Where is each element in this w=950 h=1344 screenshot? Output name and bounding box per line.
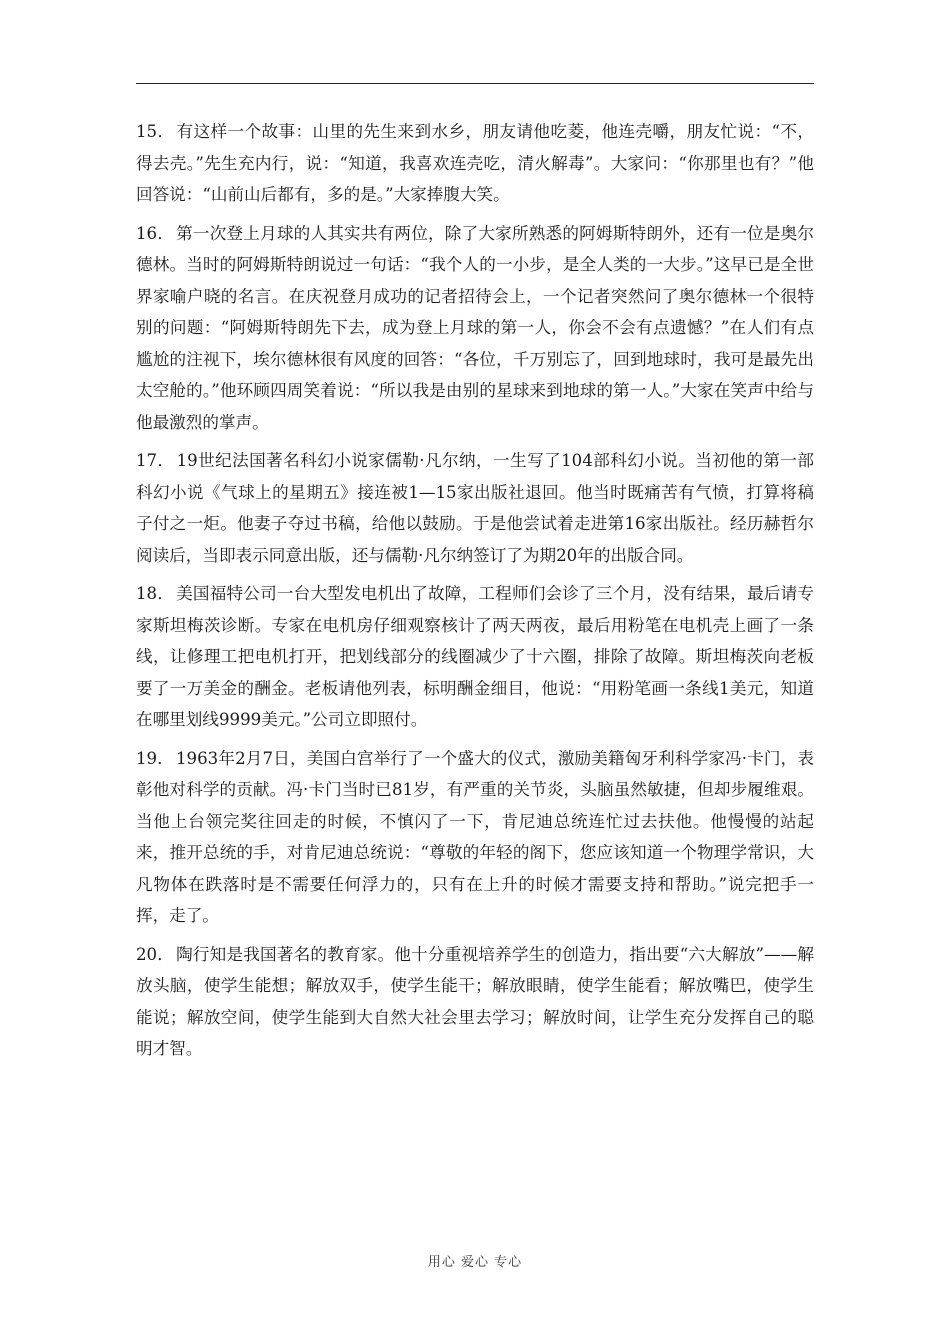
paragraph-text: 第一次登上月球的人其实共有两位，除了大家所熟悉的阿姆斯特朗外，还有一位是奥尔德林。当时的阿姆斯特朗说过一句话：“我个人的一小步，是全人类的一大步。”这早已是全世界家喻户晓的名言。在庆祝登月成功的记者招待会上，一个记者突然问了奥尔德林一个很特别的问题：“阿姆斯特朗先下去，成为登上月球的第一人，你会不会有点遗憾？”在人们有点尴尬的注视下，埃尔德林很有风度的回答：“各位，千万别忘了，回到地球时，我可是最先出太空舱的。”他环顾四周笑着说：“所以我是由别的星球来到地球的第一人。”大家在笑声中给与他最激烈的掌声。 [136, 223, 814, 432]
paragraph-number: 20． [136, 944, 175, 964]
paragraph-text: 有这样一个故事：山里的先生来到水乡，朋友请他吃菱，他连壳嚼，朋友忙说：“不，得去壳。”先生充内行，说：“知道，我喜欢连壳吃，清火解毒”。大家问：“你那里也有？”他回答说：“山前山后都有，多的是。”大家捧腹大笑。 [136, 122, 814, 204]
paragraph-number: 18． [136, 584, 175, 603]
paragraph-20 [136, 939, 814, 1065]
paragraph-number: 15． [136, 122, 175, 141]
paragraph-text: 美国福特公司一台大型发电机出了故障，工程师们会诊了三个月，没有结果，最后请专家斯坦梅茨诊断。专家在电机房仔细观察核计了两天两夜，最后用粉笔在电机壳上画了一条线，让修理工把电机打开，把划线部分的线圈减少了十六圈，排除了故障。斯坦梅茨向老板要了一万美金的酬金。老板请他列表，标明酬金细目，他说：“用粉笔画一条线1美元，知道在哪里划线9999美元。”公司立即照付。 [136, 584, 814, 729]
document-body [136, 116, 814, 1072]
paragraph-text: 1963年2月7日，美国白宫举行了一个盛大的仪式，激励美籍匈牙利科学家冯·卡门，表彰他对科学的贡献。冯·卡门当时已81岁，有严重的关节炎，头脑虽然敏捷，但却步履维艰。当他上台领完奖往回走的时候，不慎闪了一下，肯尼迪总统连忙过去扶他。他慢慢的站起来，推开总统的手，对肯尼迪总统说：“尊敬的年轻的阁下，您应该知道一个物理学常识，大凡物体在跌落时是不需要任何浮力的，只有在上升的时候才需要支持和帮助。”说完把手一挥，走了。 [136, 748, 814, 925]
paragraph-18 [136, 578, 814, 736]
paragraph-15 [136, 116, 814, 211]
page-footer: 用心 爱心 专心 [427, 1255, 523, 1270]
paragraph-19 [136, 743, 814, 932]
header-rule [136, 83, 814, 84]
paragraph-text: 陶行知是我国著名的教育家。他十分重视培养学生的创造力，指出要“六大解放”——解放头脑，使学生能想；解放双手，使学生能干；解放眼睛，使学生能看；解放嘴巴，使学生能说；解放空间，使学生能到大自然大社会里去学习；解放时间，让学生充分发挥自己的聪明才智。 [136, 944, 814, 1058]
paragraph-17 [136, 445, 814, 571]
paragraph-16 [136, 218, 814, 439]
paragraph-number: 17． [136, 451, 175, 470]
paragraph-number: 19． [136, 748, 174, 768]
paragraph-text: 19世纪法国著名科幻小说家儒勒·凡尔纳，一生写了104部科幻小说。当初他的第一部科幻小说《气球上的星期五》接连被1—15家出版社退回。他当时既痛苦有气愤，打算将稿子付之一炬。他妻子夺过书稿，给他以鼓励。于是他尝试着走进第16家出版社。经历赫哲尔阅读后，当即表示同意出版，还与儒勒·凡尔纳签订了为期20年的出版合同。 [136, 451, 814, 565]
paragraph-number: 16． [136, 223, 175, 243]
